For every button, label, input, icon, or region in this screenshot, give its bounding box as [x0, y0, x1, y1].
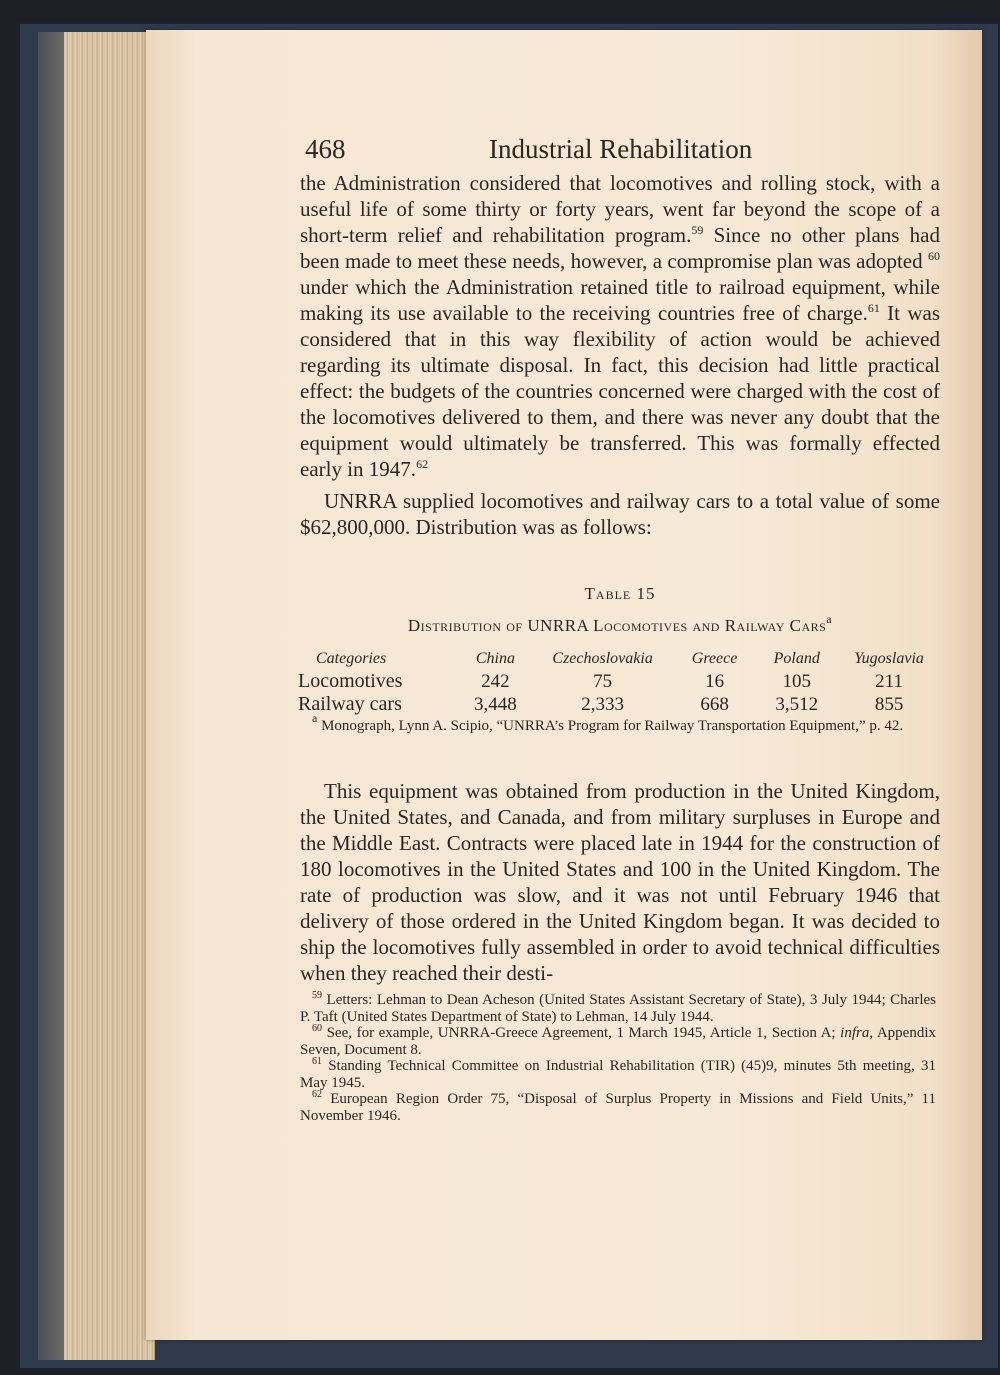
paragraph-1: the Administration considered that locomotives and rolling stock, with a useful life of some thirty or forty years, went far beyond the scope of a short-term relief and rehabilitation program.$^{59}$ Since no other plans had been made to meet these needs, however, a compromise plan was adopted $^{60}$ under which the Administration retained title to railroad equipment, while making its use available to the receiving countries free of charge.$^{61}$ It was considered that in this way flexibility of action would be achieved regarding its ultimate disposal. In fact, this decision had little practical effect: the budgets of the countries concerned were charged with the cost of the locomotives delivered to them, and there was never any doubt that the equipment would ultimately be transferred. This was formally effected early in 1947.62	[300, 171, 941, 481]
table-cell: 2,333	[581, 693, 624, 715]
page-header	[300, 130, 940, 170]
footnotes	[300, 992, 936, 1124]
book-spine-edge	[38, 32, 65, 1360]
table-footnote: $^a$ Monograph, Lynn A. Scipio, “UNRRA’s Program for Railway Transportation Equipment,” p. 42.	[312, 711, 904, 734]
table-caption: Distribution of UNRRA Locomotives and Railway Cars$^a$	[407, 612, 833, 635]
footnote-61: $^{61}$ Standing Technical Committee on Industrial Rehabilitation (TIR) (45)9, minutes 5th meeting, 31 May 1945.	[300, 1056, 936, 1091]
table-cell: 211	[875, 670, 903, 692]
body-text-bottom	[300, 778, 940, 986]
paragraph-3: This equipment was obtained from production in the United Kingdom, the United States, and Canada, and from military surpluses in Europe and the Middle East. Contracts were placed late in 1944 for the construction of 180 locomotives in the United States and 100 in the United Kingdom. The rate of production was slow, and it was not until February 1946 that delivery of those ordered in the United Kingdom began. It was decided to ship the locomotives fully assembled in order to avoid technical difficulties when they reached their desti-	[300, 779, 940, 985]
page-edges	[64, 32, 155, 1360]
footnote-59: $^{59}$ Letters: Lehman to Dean Acheson (United States Assistant Secretary of State), 3 July 1944; Charles P. Taft (United States Department of State) to Lehman, 14 July 1944.	[300, 990, 936, 1025]
column-header: China	[475, 650, 515, 667]
table-cell: 668	[700, 693, 729, 715]
column-header: Greece	[691, 650, 738, 667]
column-header: Yugoslavia	[854, 650, 924, 667]
table-cell: 242	[481, 670, 510, 692]
table-cell: Railway cars	[298, 693, 402, 715]
footnote-ref-60: 60	[928, 249, 940, 263]
table-row	[298, 693, 938, 716]
table-title: Table 15	[584, 584, 656, 603]
table-cell: 16	[705, 670, 725, 692]
table-header-row	[298, 648, 938, 670]
footnote-ref-59: 59	[691, 223, 704, 237]
footnote-ref-61: 61	[867, 301, 880, 315]
table-row	[298, 670, 938, 693]
paragraph-2: UNRRA supplied locomotives and railway cars to a total value of some $62,800,000. Distribution was as follows:	[300, 489, 940, 539]
table-cell: 75	[593, 670, 613, 692]
column-header: Categories	[316, 650, 387, 667]
table-cell: Locomotives	[298, 670, 403, 692]
table-cell: 855	[874, 693, 904, 715]
footnote-ref-62: 62	[416, 457, 429, 471]
column-header: Poland	[773, 650, 820, 667]
column-header: Czechoslovakia	[552, 650, 653, 667]
table-cell: 3,512	[775, 693, 819, 715]
page-number: 468	[305, 134, 346, 164]
footnote-60: $^{60}$ See, for example, UNRRA-Greece Agreement, 1 March 1945, Article 1, Section A; infra, Appendix Seven, Document 8.	[300, 1023, 937, 1058]
table-cell: 105	[782, 670, 811, 692]
table-cell: 3,448	[474, 693, 517, 715]
distribution-table	[298, 648, 938, 716]
body-text-top	[300, 170, 940, 540]
table-caption-note-mark: a	[826, 612, 833, 626]
table-note-mark: a	[312, 711, 318, 725]
running-title: Industrial Rehabilitation	[489, 134, 753, 164]
footnote-62: $^{62}$ European Region Order 75, “Disposal of Surplus Property in Missions and Field Units,” 11 November 1946.	[300, 1089, 936, 1124]
